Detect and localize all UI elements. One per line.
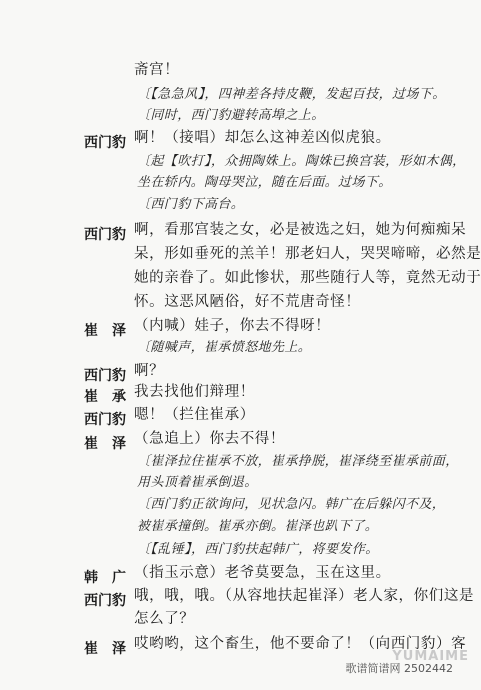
stage-direction: 〔同时，西门豹避转高埠之上。 bbox=[137, 108, 325, 123]
dialogue-line: 啊，看那宫装之女，必是被选之妇，她为何痴痴呆 bbox=[134, 222, 467, 238]
stage-direction: 〔随喊声，崔承愤怒地先上。 bbox=[137, 340, 312, 355]
dialogue-line: 哦，哦，哦。（从容地扶起崔泽）老人家，你们这是 bbox=[134, 588, 475, 604]
stage-direction: 〔崔泽拉住崔承不放，崔承挣脱，崔泽绕至崔承前面， bbox=[137, 454, 459, 469]
watermark: YUMAIME bbox=[392, 649, 469, 664]
speaker-name: 西门豹 bbox=[84, 412, 126, 428]
dialogue-line: 我去找他们辩理！ bbox=[134, 384, 255, 400]
page-footer: 歌谱简谱网 2502442 bbox=[345, 662, 453, 675]
stage-direction: 坐在轿内。陶母哭泣，随在后面。过场下。 bbox=[137, 175, 392, 190]
dialogue-line: 她的亲眷了。如此惨状，那些随行人等，竟然无动于 bbox=[134, 270, 481, 286]
dialogue-line: 斋宫！ bbox=[134, 62, 180, 78]
dialogue-line: （指玉示意）老爷莫要急，玉在这里。 bbox=[134, 565, 391, 581]
dialogue-line: 啊！（接唱）却怎么这神差凶似虎狼。 bbox=[134, 130, 391, 146]
speaker-name: 韩 广 bbox=[84, 570, 126, 586]
speaker-name: 西门豹 bbox=[84, 593, 126, 609]
speaker-name: 崔 泽 bbox=[84, 436, 126, 452]
speaker-name: 崔 承 bbox=[84, 389, 126, 405]
stage-direction: 被崔承撞倒。崔承亦倒。崔泽也趴下了。 bbox=[137, 519, 379, 534]
stage-direction: 〔【急急风】，四神差各持皮鞭，发起百技，过场下。 bbox=[137, 87, 446, 102]
dialogue-line: 呆，形如垂死的羔羊！那老妇人，哭哭啼啼，必然是 bbox=[134, 246, 481, 262]
speaker-name: 崔 泽 bbox=[84, 323, 126, 339]
stage-direction: 〔西门豹下高台。 bbox=[137, 197, 245, 212]
stage-direction: 用头顶着崔承倒退。 bbox=[137, 475, 258, 490]
dialogue-line: 嗯！（拦住崔承） bbox=[134, 407, 255, 423]
stage-direction: 〔西门豹正欲询问，见状急闪。韩广在后躲闪不及， bbox=[137, 497, 446, 512]
dialogue-line: 啊？ bbox=[134, 363, 165, 379]
dialogue-line: 怀。这恶风陋俗，好不荒唐奇怪！ bbox=[134, 294, 361, 310]
speaker-name: 西门豹 bbox=[84, 368, 126, 384]
dialogue-line: 哎哟哟，这个畜生，他不要命了！（向西门豹）客 bbox=[134, 636, 467, 652]
dialogue-line: （急追上）你去不得！ bbox=[134, 431, 285, 447]
stage-direction: 〔【乱锤】，西门豹扶起韩广，将要发作。 bbox=[137, 542, 379, 557]
stage-direction: 〔起【吹打】，众拥陶姝上。陶姝已换宫装，形如木偶， bbox=[137, 154, 466, 169]
dialogue-line: 怎么了？ bbox=[134, 611, 195, 627]
speaker-name: 崔 泽 bbox=[84, 641, 126, 657]
speaker-name: 西门豹 bbox=[84, 227, 126, 243]
dialogue-line: （内喊）娃子，你去不得呀！ bbox=[134, 318, 331, 334]
speaker-name: 西门豹 bbox=[84, 135, 126, 151]
